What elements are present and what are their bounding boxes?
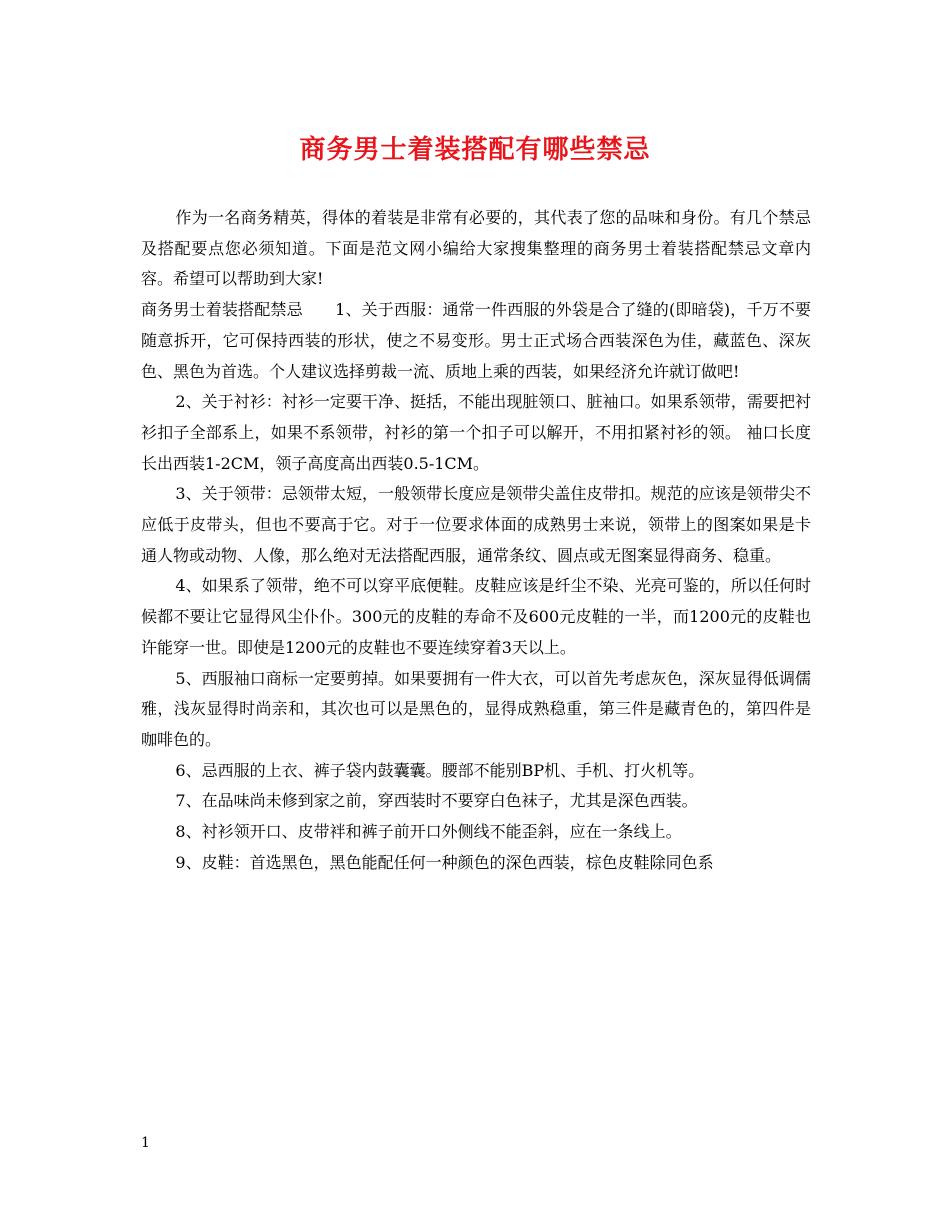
document-title: 商务男士着装搭配有哪些禁忌 <box>299 135 651 165</box>
paragraph-alignment: 8、衬衫领开口、皮带袢和裤子前开口外侧线不能歪斜，应在一条线上。 <box>175 822 682 842</box>
paragraph-shirt: 2、关于衬衫：衬衫一定要干净、挺括，不能出现脏领口、脏袖口。如果系领带，需要把衬衫扣子全部系上，如果不系领带，衬衫的第一个扣子可以解开，不用扣紧衬衫的领。 袖口长度长出西装1-2CM，领子高度高出西装0.5-1CM。 <box>141 392 811 473</box>
page-number: 1 <box>141 1135 150 1151</box>
paragraph-shoes: 4、如果系了领带，绝不可以穿平底便鞋。皮鞋应该是纤尘不染、光亮可鉴的，所以任何时候都不要让它显得风尘仆仆。300元的皮鞋的寿命不及600元皮鞋的一半，而1200元的皮鞋也许能穿一世。即使是1200元的皮鞋也不要连续穿着3天以上。 <box>141 576 811 657</box>
paragraph-label-coat: 5、西服袖口商标一定要剪掉。如果要拥有一件大衣，可以首先考虑灰色，深灰显得低调儒雅，浅灰显得时尚亲和，其次也可以是黑色的，显得成熟稳重，第三件是藏青色的，第四件是咖啡色的。 <box>141 668 811 749</box>
paragraph-socks: 7、在品味尚未修到家之前，穿西装时不要穿白色袜子，尤其是深色西装。 <box>175 791 698 811</box>
paragraph-pockets: 6、忌西服的上衣、裤子袋内鼓囊囊。腰部不能别BP机、手机、打火机等。 <box>175 760 705 780</box>
paragraph-suit: 商务男士着装搭配禁忌 1、关于西服：通常一件西服的外袋是合了缝的(即暗袋)，千万不要随意拆开，它可保持西装的形状，使之不易变形。男士正式场合西装深色为佳，藏蓝色、深灰色、黑色为首选。个人建议选择剪裁一流、质地上乘的西装，如果经济允许就订做吧! <box>141 300 811 381</box>
paragraph-shoe-color: 9、皮鞋：首选黑色，黑色能配任何一种颜色的深色西装，棕色皮鞋除同色系 <box>175 852 714 872</box>
document-body <box>141 203 811 878</box>
paragraph-tie: 3、关于领带：忌领带太短，一般领带长度应是领带尖盖住皮带扣。规范的应该是领带尖不应低于皮带头，但也不要高于它。对于一位要求体面的成熟男士来说，领带上的图案如果是卡通人物或动物、人像，那么绝对无法搭配西服，通常条纹、圆点或无图案显得商务、稳重。 <box>141 484 811 565</box>
paragraph-intro: 作为一名商务精英，得体的着装是非常有必要的，其代表了您的品味和身份。有几个禁忌及搭配要点您必须知道。下面是范文网小编给大家搜集整理的商务男士着装搭配禁忌文章内容。希望可以帮助到大家! <box>141 208 811 289</box>
